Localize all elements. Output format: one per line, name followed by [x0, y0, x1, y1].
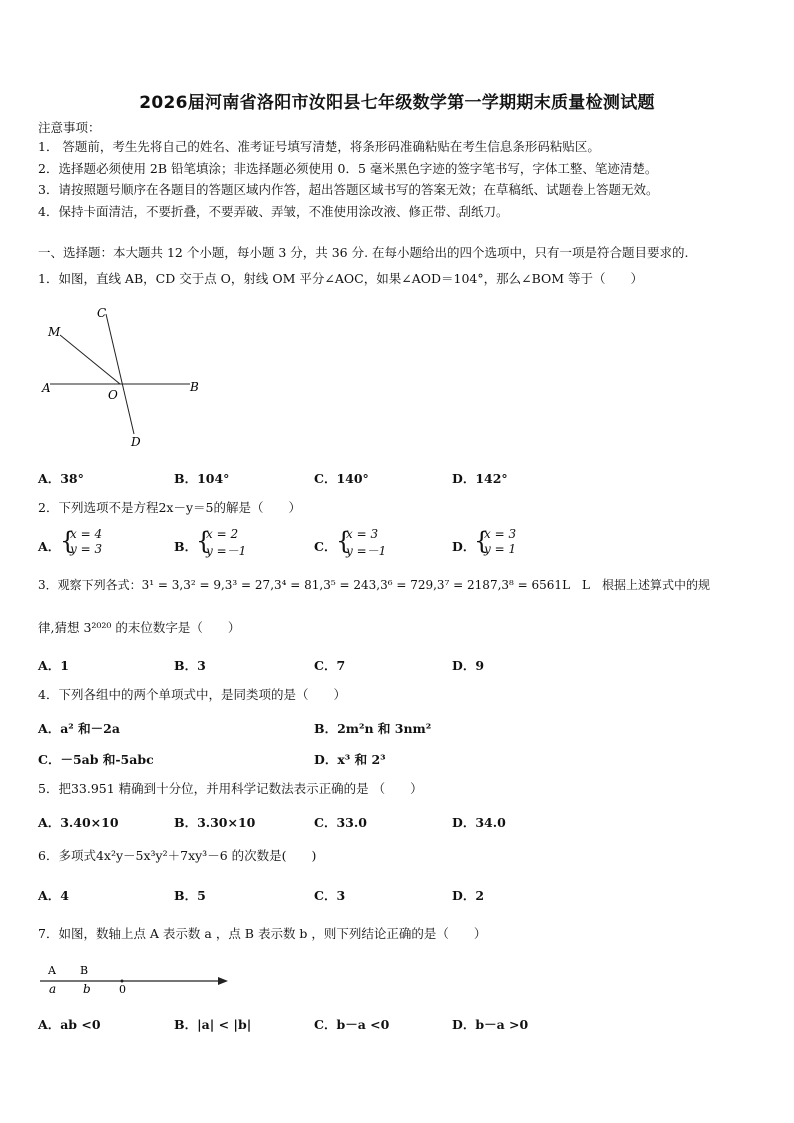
question-2-option-c-letter: C．: [314, 539, 337, 554]
question-5-stem: 5．把33.951 精确到十分位，并用科学记数法表示正确的是 （ ）: [38, 781, 423, 796]
question-6-option-a: A．4: [38, 888, 69, 903]
ray-om: [60, 335, 120, 384]
question-3-option-b: B．3: [174, 658, 206, 673]
label-b: B: [190, 380, 199, 394]
question-2-option-d-y: y = 1: [484, 542, 517, 556]
value-a-label: a: [49, 982, 57, 996]
question-2-option-a-y: y = 3: [70, 542, 103, 556]
question-7-stem: 7．如图，数轴上点 A 表示数 a ，点 B 表示数 b ，则下列结论正确的是（ ）: [38, 926, 487, 941]
question-1-option-b: B．104°: [174, 471, 230, 486]
question-6-option-c: C．3: [314, 888, 346, 903]
point-b-label: B: [80, 964, 89, 977]
question-1-option-d: D．142°: [452, 471, 508, 486]
question-5-option-a: A．3.40×10: [38, 815, 119, 830]
notice-item-3: 3．请按照题号顺序在各题目的答题区域内作答，超出答题区域书写的答案无效；在草稿纸、试题卷上答题无效。: [38, 182, 659, 197]
number-line-arrow: [218, 977, 228, 985]
value-b-label: b: [83, 982, 91, 996]
question-2-option-c-brace: {: [336, 527, 352, 555]
label-d: D: [131, 435, 141, 449]
notice-item-1: 1． 答题前，考生先将自己的姓名、准考证号填写清楚，将条形码准确粘贴在考生信息条形码粘贴区。: [38, 139, 600, 154]
question-1-figure: [38, 302, 208, 452]
question-5-option-b: B．3.30×10: [174, 815, 256, 830]
question-6-option-d: D．2: [452, 888, 485, 903]
question-3-option-c: C．7: [314, 658, 346, 673]
line-cd: [106, 314, 134, 434]
section-heading: 一、选择题：本大题共 12 个小题，每小题 3 分，共 36 分. 在每小题给出的四个选项中，只有一项是符合题目要求的.: [38, 245, 689, 260]
question-7-option-c: C．b－a <0: [314, 1017, 390, 1032]
page-title: 2026届河南省洛阳市汝阳县七年级数学第一学期期末质量检测试题: [139, 93, 655, 113]
question-6-stem: 6．多项式4x²y－5x³y²＋7xy³－6 的次数是( ): [38, 848, 317, 863]
question-2-option-b-x: x = 2: [206, 527, 239, 541]
label-a: A: [42, 381, 51, 395]
question-2-option-b-y: y =－1: [206, 544, 247, 558]
point-a-label: A: [48, 964, 56, 977]
zero-label: 0: [119, 983, 126, 996]
question-1-stem: 1．如图，直线 AB，CD 交于点 O，射线 OM 平分∠AOC，如果∠AOD＝104°，那么∠BOM 等于（ ）: [38, 271, 644, 286]
label-c: C: [97, 306, 107, 320]
question-4-option-a: A．a² 和－2a: [38, 721, 120, 736]
question-6-option-b: B．5: [174, 888, 206, 903]
question-2-option-d-brace: {: [474, 527, 490, 555]
question-5-option-d: D．34.0: [452, 815, 506, 830]
question-7-option-a: A．ab <0: [38, 1017, 101, 1032]
notice-heading: 注意事项：: [38, 120, 101, 135]
question-3-stem-line-1: 3．观察下列各式：3¹ = 3,3² = 9,3³ = 27,3⁴ = 81,3⁵ = 243,3⁶ = 729,3⁷ = 2187,3⁸ = 6561L L 根据上述算式中的规: [38, 578, 711, 592]
notice-item-2: 2．选择题必须使用 2B 铅笔填涂；非选择题必须使用 0．5 毫米黑色字迹的签字笔书写，字体工整、笔迹清楚。: [38, 161, 658, 176]
question-4-option-b: B．2m²n 和 3nm²: [314, 721, 432, 736]
question-3-option-a: A．1: [38, 658, 69, 673]
label-o: O: [108, 388, 118, 402]
question-2-option-a-x: x = 4: [70, 527, 103, 541]
question-4-stem: 4．下列各组中的两个单项式中，是同类项的是（ ）: [38, 687, 346, 702]
question-2-option-a-brace: {: [60, 527, 76, 555]
question-2-option-d-letter: D．: [452, 539, 476, 554]
question-3-option-d: D．9: [452, 658, 485, 673]
notice-item-4: 4．保持卡面清洁，不要折叠，不要弄破、弄皱，不准使用涂改液、修正带、刮纸刀。: [38, 204, 509, 219]
question-4-option-c: C．－5ab 和-5abc: [38, 752, 154, 767]
question-2-stem: 2．下列选项不是方程2x－y＝5的解是（ ）: [38, 500, 301, 515]
question-1-option-c: C．140°: [314, 471, 369, 486]
question-7-number-line: [38, 960, 238, 1000]
question-2-option-b-brace: {: [196, 527, 212, 555]
question-5-option-c: C．33.0: [314, 815, 367, 830]
question-1-option-a: A．38°: [38, 471, 84, 486]
question-2-option-c-y: y =－1: [346, 544, 387, 558]
label-m: M: [48, 325, 61, 339]
question-3-stem-line-2: 律,猜想 3²⁰²⁰ 的末位数字是（ ）: [38, 620, 241, 635]
question-2-option-c-x: x = 3: [346, 527, 379, 541]
question-4-option-d: D．x³ 和 2³: [314, 752, 386, 767]
question-2-option-a-letter: A．: [38, 539, 61, 554]
question-7-option-d: D．b－a >0: [452, 1017, 529, 1032]
question-7-option-b: B．|a| < |b|: [174, 1017, 252, 1032]
question-2-option-d-x: x = 3: [484, 527, 517, 541]
question-2-option-b-letter: B．: [174, 539, 198, 554]
